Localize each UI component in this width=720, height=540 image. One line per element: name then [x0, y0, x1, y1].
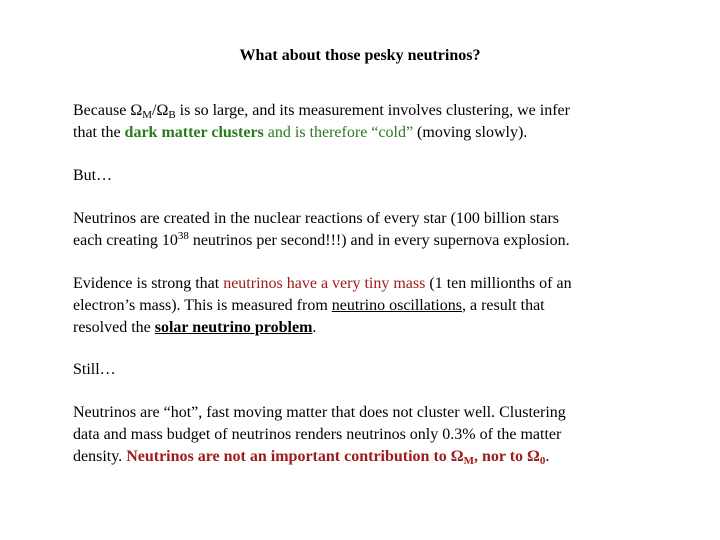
omega-symbol: Ω [156, 102, 169, 119]
text: . [545, 448, 550, 465]
subscript: M [463, 455, 474, 467]
superscript: 38 [177, 230, 189, 242]
paragraph-hot-neutrinos [73, 402, 713, 468]
subscript: B [168, 109, 176, 121]
subscript: 0 [539, 455, 546, 467]
text: electron’s mass). This is measured from [73, 297, 332, 314]
text: (moving slowly). [413, 124, 528, 141]
paragraph-still: Still… [73, 361, 116, 378]
omega-symbol: Ω [130, 102, 143, 119]
solar-neutrino-problem-link[interactable]: solar neutrino problem [154, 319, 313, 336]
text: each creating 10 [73, 232, 178, 249]
text: Neutrinos are created in the nuclear reactions of every star (100 billion stars [73, 210, 560, 227]
subscript: M [142, 109, 152, 121]
highlight-dark-matter: dark matter clusters [124, 124, 264, 141]
text: data and mass budget of neutrinos renders neutrinos only 0.3% of the matter [73, 426, 562, 443]
text: , a result that [461, 297, 545, 314]
text: resolved the [73, 319, 155, 336]
text: density. [73, 448, 127, 465]
paragraph-neutrino-creation [73, 208, 713, 252]
text: Neutrinos are “hot”, fast moving matter that does not cluster well. Clustering [73, 404, 566, 421]
conclusion-highlight [126, 448, 545, 465]
paragraph-omega-ratio [73, 100, 713, 144]
paragraph-neutrino-mass [73, 273, 713, 339]
highlight-tiny-mass: neutrinos have a very tiny mass [223, 275, 426, 292]
text: Evidence is strong that [73, 275, 224, 292]
paragraph-but: But… [73, 167, 113, 184]
text: , nor to [473, 448, 528, 465]
slide-title: What about those pesky neutrinos? [239, 47, 481, 64]
text: Neutrinos are not an important contribution to [126, 448, 451, 465]
highlight-cold: and is therefore “cold” [263, 124, 414, 141]
omega-symbol: Ω [450, 448, 464, 465]
text: that the [73, 124, 125, 141]
text: . [312, 319, 317, 336]
text: Because [73, 102, 131, 119]
text: / [151, 102, 157, 119]
neutrino-oscillations-link[interactable]: neutrino oscillations [331, 297, 462, 314]
text: neutrinos per second!!!) and in every supernova explosion. [188, 232, 570, 249]
omega-symbol: Ω [527, 448, 540, 465]
text: is so large, and its measurement involves clustering, we infer [175, 102, 570, 119]
text: (1 ten millionths of an [425, 275, 572, 292]
